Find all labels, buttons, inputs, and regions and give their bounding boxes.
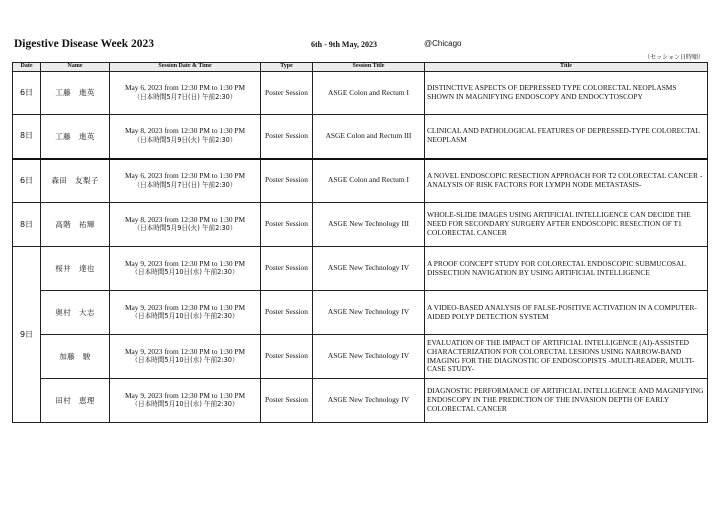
type-cell: Poster Session xyxy=(261,291,313,335)
title-cell: EVALUATION OF THE IMPACT OF ARTIFICIAL INTELLIGENCE (AI)-ASSISTED CHARACTERIZATION FOR COLORECTAL LESIONS USING NARROW-BAND IMAGING FOR THE DIAGNOSTIC OF ENDOSCOPISTS -MULTI-READER, MULTI-CASE STUDY- xyxy=(425,335,708,379)
table-row xyxy=(13,115,708,159)
date-cell: 9日 xyxy=(13,247,41,423)
title-cell: A NOVEL ENDOSCOPIC RESECTION APPROACH FOR T2 COLORECTAL CANCER -ANALYSIS OF RISK FACTORS FOR LYMPH NODE METASTASIS- xyxy=(425,159,708,203)
session-title-cell: ASGE New Technology IV xyxy=(313,335,425,379)
title-cell: CLINICAL AND PATHOLOGICAL FEATURES OF DEPRESSED-TYPE COLORECTAL NEOPLASM xyxy=(425,115,708,159)
type-cell: Poster Session xyxy=(261,335,313,379)
session-time-cell xyxy=(110,247,261,291)
table-header-row xyxy=(13,63,708,72)
time-jp: （日本時間5月7日(日) 午前2:30） xyxy=(133,180,237,189)
session-time-cell xyxy=(110,291,261,335)
session-title-cell: ASGE Colon and Rectum I xyxy=(313,72,425,115)
time-en: May 9, 2023 from 12:30 PM to 1:30 PM xyxy=(124,390,246,400)
table-row xyxy=(13,203,708,247)
title-cell: A PROOF CONCEPT STUDY FOR COLORECTAL ENDOSCOPIC SUBMUCOSAL DISSECTION NAVIGATION BY USING ARTIFICIAL INTELLIGENCE xyxy=(425,247,708,291)
session-time-cell xyxy=(110,115,261,159)
sort-note: （セッション日時順） xyxy=(644,54,704,61)
session-time-cell xyxy=(110,72,261,115)
date-cell: 6日 xyxy=(13,72,41,115)
document-title: Digestive Disease Week 2023 xyxy=(14,38,155,50)
name-cell: 工藤 進英 xyxy=(41,72,110,115)
session-title-cell: ASGE New Technology IV xyxy=(313,247,425,291)
session-time-cell xyxy=(110,335,261,379)
title-cell: DISTINCTIVE ASPECTS OF DEPRESSED TYPE COLORECTAL NEOPLASMS SHOWN IN MAGNIFYING ENDOSCOPY AND ENDOCYTOSCOPY xyxy=(425,72,708,115)
schedule-table xyxy=(12,62,708,423)
session-title-cell: ASGE New Technology III xyxy=(313,203,425,247)
time-en: May 8, 2023 from 12:30 PM to 1:30 PM xyxy=(124,214,246,224)
col-header-name: Name xyxy=(41,63,110,72)
session-title-cell: ASGE New Technology IV xyxy=(313,379,425,423)
session-time-cell xyxy=(110,159,261,203)
title-cell: WHOLE-SLIDE IMAGES USING ARTIFICIAL INTELLIGENCE CAN DECIDE THE NEED FOR SECONDARY SURGERY AFTER ENDOSCOPIC RESECTION OF T1 COLORECTAL CANCER xyxy=(425,203,708,247)
time-en: May 9, 2023 from 12:30 PM to 1:30 PM xyxy=(124,346,246,356)
name-cell: 桜井 達也 xyxy=(41,247,110,291)
time-jp: （日本時間5月10日(水) 午前2:30） xyxy=(131,268,239,277)
table-row xyxy=(13,291,708,335)
name-cell: 工藤 進英 xyxy=(41,115,110,159)
time-en: May 9, 2023 from 12:30 PM to 1:30 PM xyxy=(124,258,246,268)
session-title-cell: ASGE New Technology IV xyxy=(313,291,425,335)
col-header-session-time: Session Date & Time xyxy=(110,63,261,72)
type-cell: Poster Session xyxy=(261,115,313,159)
time-en: May 8, 2023 from 12:30 PM to 1:30 PM xyxy=(124,126,246,136)
time-en: May 6, 2023 from 12:30 PM to 1:30 PM xyxy=(124,170,246,180)
title-cell: DIAGNOSTIC PERFORMANCE OF ARTIFICIAL INTELLIGENCE AND MAGNIFYING ENDOSCOPY IN THE PREDICTION OF THE INVASION DEPTH OF EARLY COLORECTAL CANCER xyxy=(425,379,708,423)
type-cell: Poster Session xyxy=(261,247,313,291)
event-dates: 6th - 9th May, 2023 xyxy=(311,40,377,49)
time-jp: （日本時間5月10日(水) 午前2:30） xyxy=(131,400,239,409)
type-cell: Poster Session xyxy=(261,159,313,203)
date-cell: 8日 xyxy=(13,203,41,247)
type-cell: Poster Session xyxy=(261,72,313,115)
time-jp: （日本時間5月10日(水) 午前2:30） xyxy=(131,356,239,365)
event-location: @Chicago xyxy=(424,39,462,48)
time-jp: （日本時間5月9日(火) 午前2:30） xyxy=(133,136,237,145)
name-cell: 高階 祐輝 xyxy=(41,203,110,247)
name-cell: 森田 友梨子 xyxy=(41,159,110,203)
type-cell: Poster Session xyxy=(261,203,313,247)
time-jp: （日本時間5月9日(火) 午前2:30） xyxy=(133,224,237,233)
time-en: May 9, 2023 from 12:30 PM to 1:30 PM xyxy=(124,302,246,312)
title-cell: A VIDEO-BASED ANALYSIS OF FALSE-POSITIVE ACTIVATION IN A COMPUTER-AIDED POLYP DETECTION SYSTEM xyxy=(425,291,708,335)
table-row xyxy=(13,72,708,115)
col-header-date: Date xyxy=(13,63,41,72)
time-jp: （日本時間5月10日(水) 午前2:30） xyxy=(131,312,239,321)
session-title-cell: ASGE Colon and Rectum I xyxy=(313,159,425,203)
name-cell: 田村 恵理 xyxy=(41,379,110,423)
time-jp: （日本時間5月7日(日) 午前2:30） xyxy=(133,92,237,101)
date-cell: 8日 xyxy=(13,115,41,159)
table-row xyxy=(13,335,708,379)
table-row xyxy=(13,247,708,291)
col-header-session-title: Session Title xyxy=(313,63,425,72)
name-cell: 加藤 駿 xyxy=(41,335,110,379)
time-en: May 6, 2023 from 12:30 PM to 1:30 PM xyxy=(124,83,246,93)
name-cell: 奥村 大志 xyxy=(41,291,110,335)
table-row xyxy=(13,379,708,423)
type-cell: Poster Session xyxy=(261,379,313,423)
col-header-title: Title xyxy=(425,63,708,72)
col-header-type: Type xyxy=(261,63,313,72)
session-time-cell xyxy=(110,203,261,247)
session-title-cell: ASGE Colon and Rectum III xyxy=(313,115,425,159)
date-cell: 6日 xyxy=(13,159,41,203)
session-time-cell xyxy=(110,379,261,423)
table-row xyxy=(13,159,708,203)
